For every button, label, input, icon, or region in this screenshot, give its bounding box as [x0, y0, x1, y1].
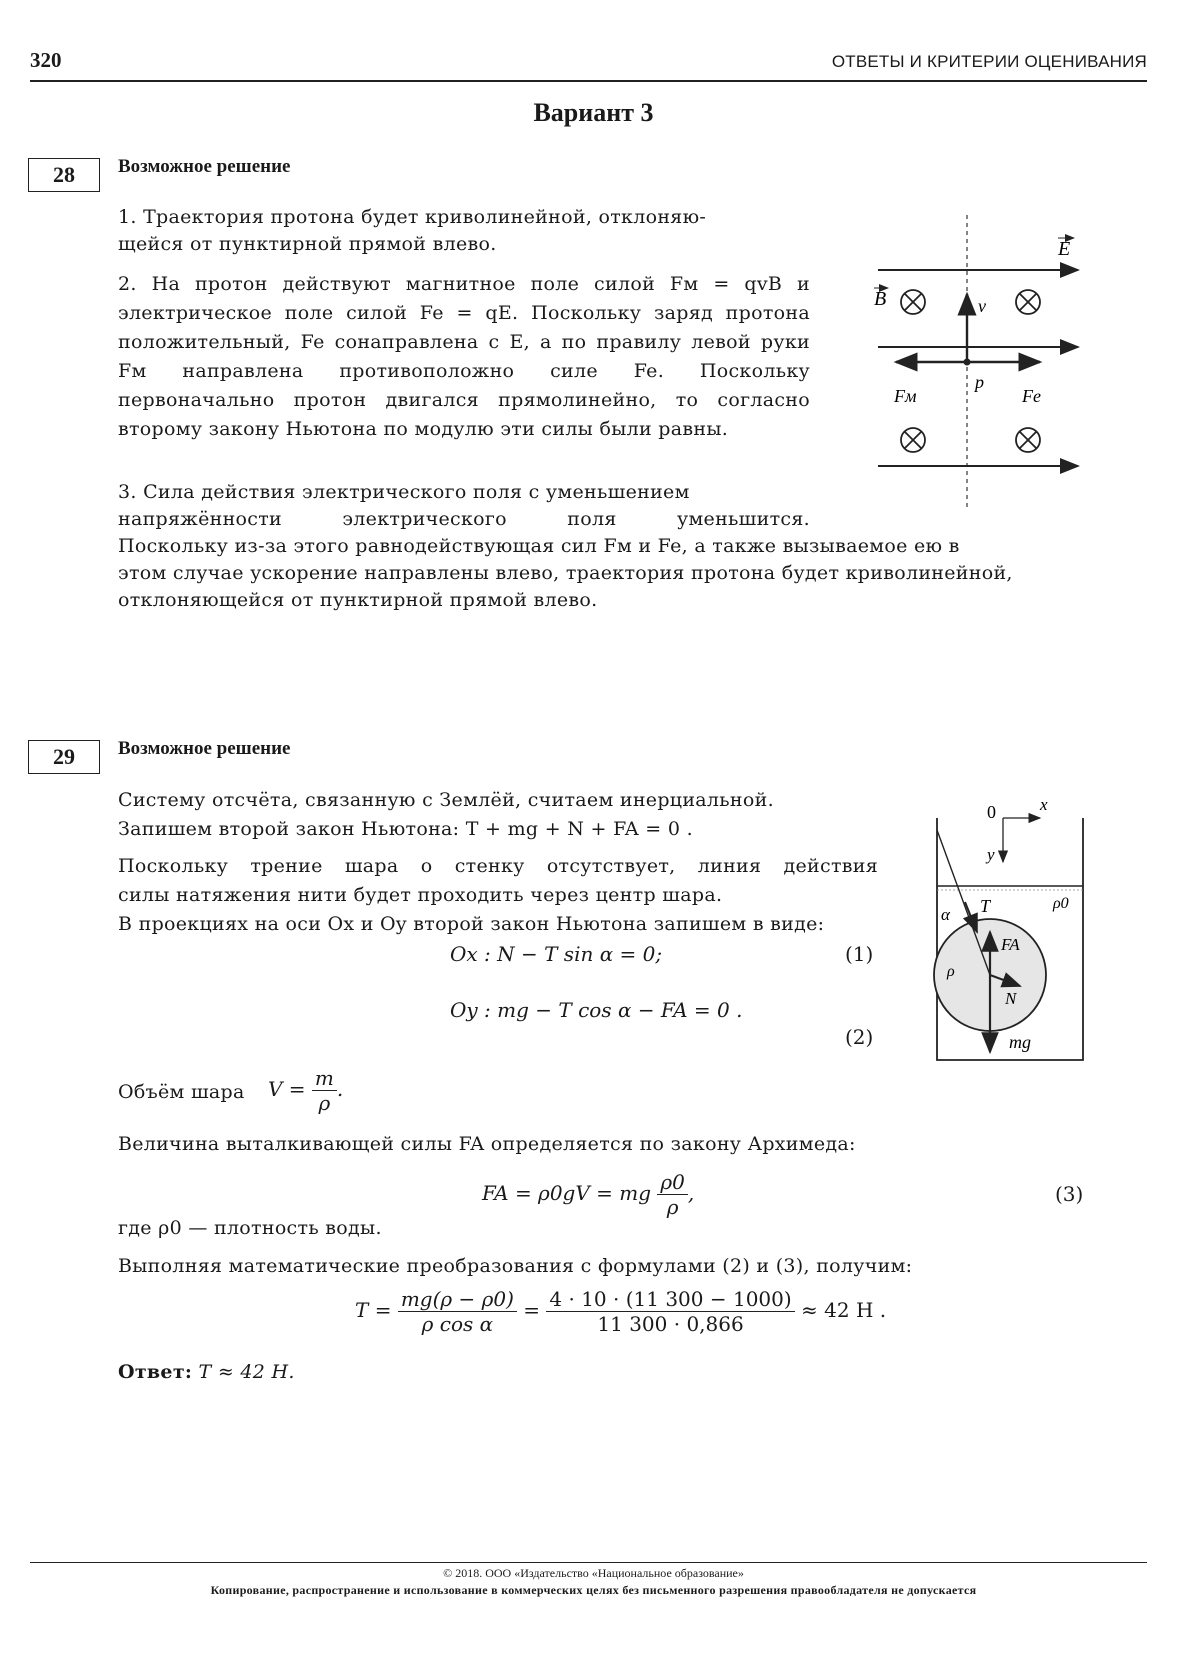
label-alpha: α: [941, 905, 950, 924]
answer: [118, 1358, 295, 1387]
task-29-line3: Поскольку трение шара о стенку отсутствует, линия действия: [118, 855, 878, 877]
task-29-line2: Запишем второй закон Ньютона: T + mg + N + FA = 0 .: [118, 818, 693, 840]
task-29-heading: Возможное решение: [118, 738, 291, 759]
where-text: где ρ0 — плотность воды.: [118, 1217, 382, 1239]
task-28-p1-line2: щейся от пунктирной прямой влево.: [118, 233, 497, 255]
cross-symbol-1: [901, 290, 925, 314]
task-29-line5: В проекциях на оси Ox и Oy второй закон Ньютона запишем в виде:: [118, 913, 825, 935]
volume-fraction: [312, 1066, 337, 1115]
proton-point: [964, 359, 971, 366]
volume-text: Объём шара: [118, 1081, 245, 1103]
label-B: B: [874, 288, 887, 310]
cross-symbol-2: [1016, 290, 1040, 314]
final-fraction-1: [398, 1287, 517, 1336]
task-28-p3-line3: Поскольку из-за этого равнодействующая сил Fм и Fe, а также вызываемое ею в: [118, 535, 960, 557]
equation-1-number: (1): [845, 942, 874, 966]
equation-3-frac-den: ρ: [666, 1195, 679, 1219]
task-29-number: 29: [28, 740, 100, 774]
final-frac2-num: 4 · 10 · (11 300 − 1000): [546, 1287, 794, 1312]
label-v: v: [978, 296, 986, 316]
transform-text: Выполняя математические преобразования с формулами (2) и (3), получим:: [118, 1255, 913, 1277]
cross-symbol-4: [1016, 428, 1040, 452]
buoyancy-text: Величина выталкивающей силы FA определяется по закону Архимеда:: [118, 1133, 856, 1155]
final-frac1-num: mg(ρ − ρ0): [398, 1287, 517, 1312]
task-28-p3-line1: 3. Сила действия электрического поля с уменьшением: [118, 481, 690, 503]
volume-numerator: m: [312, 1066, 337, 1091]
running-title: ОТВЕТЫ И КРИТЕРИИ ОЦЕНИВАНИЯ: [831, 52, 1147, 71]
label-N: N: [1005, 989, 1017, 1008]
task-29-line4: силы натяжения нити будет проходить через центр шара.: [118, 884, 723, 906]
equation-3-lhs: FA = ρ0gV = mg: [482, 1181, 652, 1205]
task-28-p3-line4: этом случае ускорение направлены влево, траектория протона будет криволинейной,: [118, 562, 1013, 584]
equation-3: FA = ρ0gV = mg $\frac{\rho 0}{\rho}$ ,: [482, 1170, 695, 1219]
equation-1: Ox : N − T sin α = 0;: [450, 942, 663, 966]
label-p: p: [975, 372, 984, 392]
answer-value: T ≈ 42 Н.: [198, 1361, 295, 1383]
label-E: E: [1058, 238, 1071, 260]
task-28-number: 28: [28, 158, 100, 192]
header-rule: [30, 80, 1147, 82]
cross-symbol-3: [901, 428, 925, 452]
final-lhs: T =: [355, 1298, 392, 1322]
label-x: x: [1040, 795, 1048, 814]
field-diagram: [860, 210, 1090, 520]
footer-rule: [30, 1562, 1147, 1563]
label-y: y: [987, 845, 995, 864]
final-formula: T = $\frac{mg(\rho - \rho 0)}{\text{ρ cos α}}$ = $\frac{4 \cdot 10 \cdot (11 300 - 1000)}{11 300 \cdot 0,866}$ ≈ 42 Н .: [355, 1287, 887, 1336]
page-number: 320: [30, 48, 62, 72]
label-rho0: ρ0: [1053, 895, 1069, 912]
equation-2: Oy : mg − T cos α − FA = 0 .: [450, 998, 743, 1022]
equation-3-frac-num: ρ0: [657, 1170, 687, 1195]
label-Fe: Fe: [1022, 386, 1041, 406]
final-fraction-2: [546, 1287, 794, 1336]
task-28-p3-line5: отклоняющейся от пунктирной прямой влево.: [118, 589, 598, 611]
task-28-p3-line2: напряжённости электрического поля уменьшится.: [118, 508, 810, 530]
answer-label: Ответ:: [118, 1361, 193, 1383]
final-frac1-den: ρ cos α: [421, 1312, 494, 1336]
label-rho: ρ: [947, 963, 955, 980]
label-Fm: Fм: [894, 386, 917, 406]
label-mg: mg: [1009, 1032, 1031, 1052]
footer-copyright: © 2018. ООО «Издательство «Национальное образование»: [443, 1566, 744, 1580]
equation-3-number: (3): [1055, 1182, 1084, 1206]
volume-denominator: ρ: [318, 1091, 331, 1115]
final-frac2-den: 11 300 · 0,866: [597, 1312, 744, 1336]
label-origin: 0: [987, 802, 996, 822]
task-29-line1: Систему отсчёта, связанную с Землёй, считаем инерциальной.: [118, 789, 774, 811]
footer-notice: Копирование, распространение и использование в коммерческих целях без письменного разрешения правообладателя не допускается: [210, 1583, 977, 1597]
variant-title: Вариант 3: [533, 98, 654, 127]
volume-formula: V = $\frac{m}{\rho}$ .: [268, 1066, 344, 1115]
volume-lhs: V =: [268, 1077, 306, 1101]
task-28-p1-line1: 1. Траектория протона будет криволинейной, отклоняю-: [118, 206, 707, 228]
equation-3-fraction: [657, 1170, 687, 1219]
task-28-p2: 2. На протон действуют магнитное поле силой Fм = qvB и электрическое поле силой Fe = qE. Поскольку заряд протона положительный, Fe сонаправлена с E, а по правилу левой руки Fм направлена противоположно силе Fe. Поскольку первоначально протон двигался прямолинейно, то согласно второму закону Ньютона по модулю эти силы были равны.: [118, 273, 810, 440]
task-28-heading: Возможное решение: [118, 156, 291, 177]
final-result: ≈ 42 Н .: [801, 1298, 887, 1322]
label-FA: FA: [1001, 935, 1020, 954]
equation-2-number: (2): [845, 1025, 874, 1049]
label-T: T: [980, 896, 991, 916]
sphere-diagram: [925, 790, 1095, 1070]
